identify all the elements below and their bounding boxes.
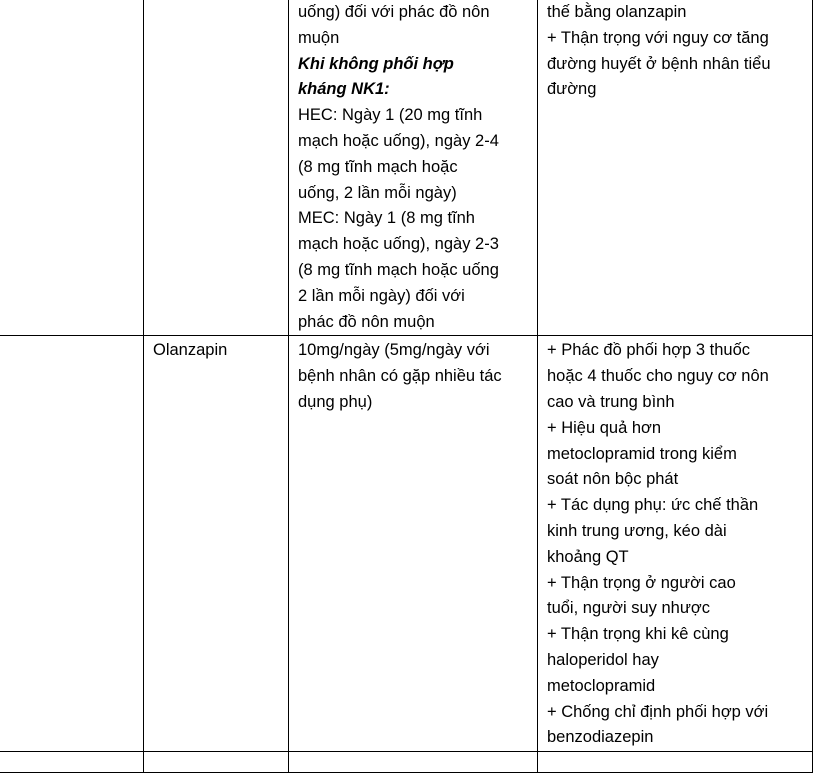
drug-name: Olanzapin <box>153 341 228 360</box>
drug-name-cell <box>144 0 289 336</box>
cell-line: + Chống chỉ định phối hợp với <box>547 702 769 721</box>
cell-line: phác đồ nôn muộn <box>298 312 435 331</box>
cell-line: khoảng QT <box>547 547 629 566</box>
cell-line: + Phác đồ phối hợp 3 thuốc <box>547 341 751 360</box>
cell-line: uống, 2 lần mỗi ngày) <box>298 183 457 202</box>
cell-line: metoclopramid trong kiểm <box>547 444 737 463</box>
table-row <box>0 752 813 773</box>
notes-cell <box>538 752 813 773</box>
table-row <box>0 336 813 752</box>
drug-name-cell <box>144 336 289 752</box>
cell-line: benzodiazepin <box>547 728 654 747</box>
group-cell <box>0 0 144 336</box>
group-cell <box>0 752 144 773</box>
cell-line: (8 mg tĩnh mạch hoặc uống <box>298 260 499 279</box>
cell-line: HEC: Ngày 1 (20 mg tĩnh <box>298 106 483 125</box>
dosage-cell <box>289 752 538 773</box>
cell-line: metoclopramid <box>547 676 656 695</box>
cell-line: 10mg/ngày (5mg/ngày với <box>298 341 490 360</box>
table-row <box>0 0 813 336</box>
notes-cell <box>538 0 813 336</box>
cell-line: + Thận trọng khi kê cùng <box>547 625 729 644</box>
cell-line: thế bằng olanzapin <box>547 3 687 21</box>
cell-line: cao và trung bình <box>547 392 675 411</box>
cell-line: kinh trung ương, kéo dài <box>547 521 727 540</box>
drug-name-cell <box>144 752 289 773</box>
cell-line: + Thận trọng ở người cao <box>547 573 736 592</box>
cell-line: + Thận trọng với nguy cơ tăng <box>547 28 769 47</box>
dosage-cell <box>289 0 538 336</box>
cell-line: đường <box>547 80 597 99</box>
notes-cell <box>538 336 813 752</box>
cell-line: dụng phụ) <box>298 392 373 411</box>
cell-line: 2 lần mỗi ngày) đối với <box>298 286 465 305</box>
cell-line: MEC: Ngày 1 (8 mg tĩnh <box>298 209 475 228</box>
cell-line: muộn <box>298 28 340 47</box>
cell-line: haloperidol hay <box>547 650 659 669</box>
group-cell <box>0 336 144 752</box>
cell-line: (8 mg tĩnh mạch hoặc <box>298 157 458 176</box>
cell-line: bệnh nhân có gặp nhiều tác <box>298 367 502 386</box>
cell-line: soát nôn bộc phát <box>547 470 679 489</box>
cell-line: hoặc 4 thuốc cho nguy cơ nôn <box>547 367 769 386</box>
cell-line: mạch hoặc uống), ngày 2-4 <box>298 131 499 150</box>
cell-line: mạch hoặc uống), ngày 2-3 <box>298 235 499 254</box>
cell-line: uống) đối với phác đồ nôn <box>298 3 490 21</box>
cell-line: + Hiệu quả hơn <box>547 418 662 437</box>
cell-line: đường huyết ở bệnh nhân tiểu <box>547 54 771 73</box>
cell-line: tuổi, người suy nhược <box>547 599 710 618</box>
cell-line: Khi không phối hợp <box>298 54 454 73</box>
cell-line: + Tác dụng phụ: ức chế thần <box>547 496 759 515</box>
dosage-cell <box>289 336 538 752</box>
cell-line: kháng NK1: <box>298 80 390 99</box>
